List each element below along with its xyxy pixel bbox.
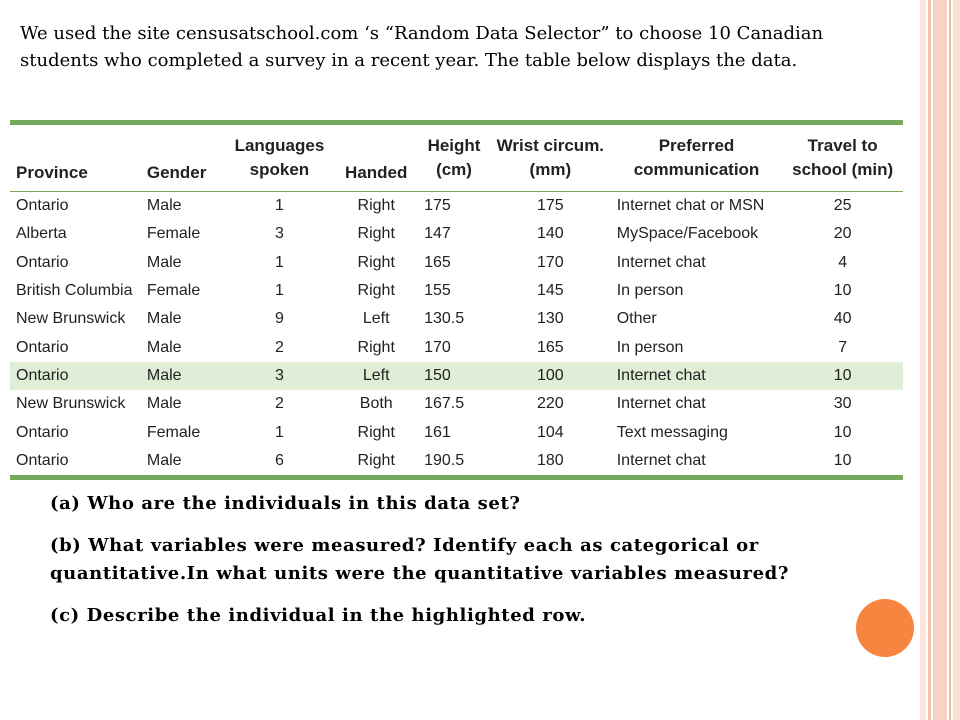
cell-communication: In person	[616, 282, 684, 300]
cell-height: 147	[424, 225, 451, 243]
table-row	[10, 447, 903, 475]
questions-block	[50, 490, 890, 644]
cell-communication: Other	[616, 310, 657, 328]
cell-gender: Female	[146, 225, 201, 243]
cell-handed: Right	[357, 197, 395, 215]
cell-gender: Male	[146, 451, 182, 469]
decorative-orange-circle	[856, 599, 914, 657]
cell-province: British Columbia	[16, 282, 133, 300]
column-header-communication: Preferred communication	[633, 136, 760, 179]
cell-handed: Right	[357, 423, 395, 441]
cell-communication: In person	[616, 338, 684, 356]
cell-travel: 10	[833, 451, 852, 469]
table-row	[10, 390, 903, 418]
cell-gender: Male	[146, 310, 182, 328]
cell-gender: Male	[146, 253, 182, 271]
cell-province: Ontario	[16, 423, 69, 441]
deco-stripe	[920, 0, 926, 720]
column-header-handed: Handed	[345, 163, 408, 182]
question-c: (c) Describe the individual in the highlighted row.	[50, 605, 587, 626]
deco-stripe	[953, 0, 960, 720]
cell-communication: Text messaging	[616, 423, 728, 441]
cell-gender: Male	[146, 197, 182, 215]
table-body	[10, 192, 903, 475]
cell-wrist: 130	[536, 310, 564, 328]
cell-travel: 10	[782, 362, 903, 390]
cell-languages: 3	[225, 362, 335, 390]
column-header-gender: Gender	[146, 163, 207, 182]
cell-wrist: 170	[536, 253, 564, 271]
cell-communication: Internet chat	[611, 362, 783, 390]
cell-travel: 4	[838, 253, 848, 271]
cell-communication: Internet chat	[616, 253, 706, 271]
cell-gender: Female	[146, 423, 201, 441]
cell-wrist: 175	[536, 197, 564, 215]
cell-gender: Male	[146, 395, 182, 413]
table-row	[10, 192, 903, 221]
cell-handed: Left	[334, 362, 418, 390]
cell-height: 130.5	[424, 310, 465, 328]
cell-wrist: 165	[536, 338, 564, 356]
cell-wrist: 145	[536, 282, 564, 300]
cell-province: Ontario	[16, 338, 69, 356]
table-header-row	[10, 125, 903, 192]
cell-height: 155	[424, 282, 451, 300]
deco-stripe	[949, 0, 951, 720]
deco-stripe	[933, 0, 947, 720]
cell-height: 161	[424, 423, 451, 441]
column-header-province: Province	[16, 163, 88, 182]
table-row	[10, 362, 903, 390]
cell-height: 167.5	[424, 395, 465, 413]
column-header-height: Height (cm)	[427, 136, 481, 179]
cell-handed: Left	[362, 310, 390, 328]
column-header-wrist: Wrist circum. (mm)	[496, 136, 605, 179]
cell-gender: Male	[141, 362, 225, 390]
data-table-container	[10, 120, 903, 480]
cell-travel: 20	[833, 225, 852, 243]
cell-wrist: 104	[536, 423, 564, 441]
cell-languages: 9	[274, 310, 284, 328]
cell-province: New Brunswick	[16, 395, 126, 413]
cell-wrist: 220	[536, 395, 564, 413]
cell-handed: Right	[357, 451, 395, 469]
cell-languages: 6	[274, 451, 284, 469]
table-row	[10, 418, 903, 446]
cell-handed: Right	[357, 338, 395, 356]
cell-province: Ontario	[16, 197, 69, 215]
intro-paragraph: We used the site censusatschool.com ‘s “Random Data Selector” to choose 10 Canadian students who completed a survey in a recent year. The table below displays the data.	[20, 23, 824, 71]
slide-edge-decoration	[920, 0, 960, 720]
cell-handed: Both	[359, 395, 393, 413]
cell-height: 175	[424, 197, 451, 215]
cell-height: 170	[424, 338, 451, 356]
cell-wrist: 100	[490, 362, 611, 390]
cell-languages: 1	[274, 197, 284, 215]
cell-travel: 10	[833, 423, 852, 441]
cell-height: 190.5	[424, 451, 465, 469]
cell-languages: 3	[274, 225, 284, 243]
cell-travel: 7	[838, 338, 848, 356]
cell-travel: 40	[833, 310, 852, 328]
cell-communication: Internet chat	[616, 451, 706, 469]
question-a: (a) Who are the individuals in this data set?	[50, 493, 521, 514]
cell-wrist: 140	[536, 225, 564, 243]
column-header-travel: Travel to school (min)	[792, 136, 894, 179]
cell-travel: 10	[833, 282, 852, 300]
cell-languages: 1	[274, 282, 284, 300]
table-row	[10, 277, 903, 305]
table-row	[10, 220, 903, 248]
cell-communication: MySpace/Facebook	[616, 225, 759, 243]
cell-height: 150	[418, 362, 490, 390]
cell-handed: Right	[357, 225, 395, 243]
data-table	[10, 125, 903, 475]
cell-handed: Right	[357, 282, 395, 300]
cell-province: Ontario	[16, 253, 69, 271]
cell-wrist: 180	[536, 451, 564, 469]
cell-communication: Internet chat or MSN	[616, 197, 765, 215]
cell-province: Alberta	[16, 225, 67, 243]
cell-communication: Internet chat	[616, 395, 706, 413]
deco-stripe	[928, 0, 931, 720]
cell-travel: 30	[833, 395, 852, 413]
cell-province: Ontario	[16, 451, 69, 469]
cell-gender: Male	[146, 338, 182, 356]
cell-gender: Female	[146, 282, 201, 300]
cell-province: New Brunswick	[16, 310, 126, 328]
cell-languages: 2	[274, 395, 284, 413]
table-row	[10, 333, 903, 361]
column-header-languages: Languages spoken	[234, 136, 325, 179]
table-row	[10, 249, 903, 277]
cell-travel: 25	[833, 197, 852, 215]
cell-province: Ontario	[10, 362, 141, 390]
cell-languages: 1	[274, 253, 284, 271]
table-row	[10, 305, 903, 333]
cell-languages: 1	[274, 423, 284, 441]
cell-languages: 2	[274, 338, 284, 356]
cell-height: 165	[424, 253, 451, 271]
cell-handed: Right	[357, 253, 395, 271]
question-b: (b) What variables were measured? Identify each as categorical or quantitative.In what units were the quantitative variables measured?	[50, 535, 789, 584]
